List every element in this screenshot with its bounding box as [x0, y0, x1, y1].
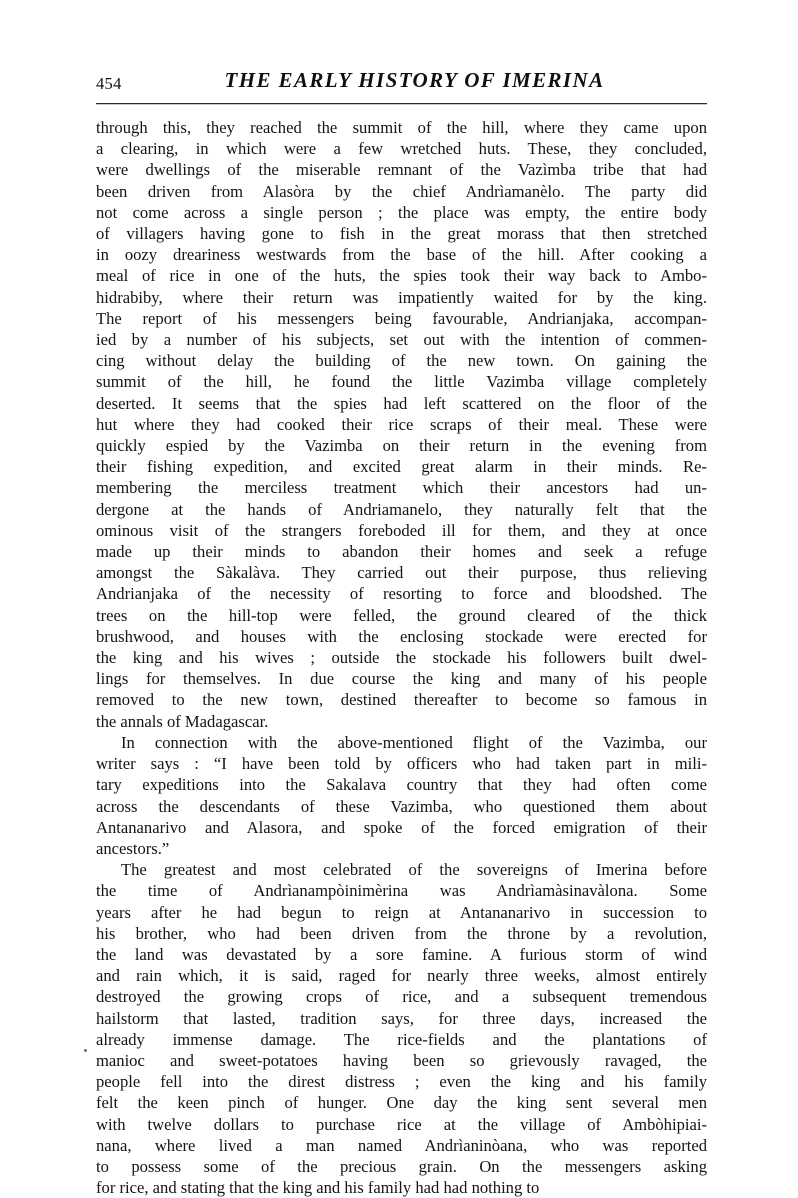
- text-line: made up their minds to abandon their homes and seek a refuge: [96, 542, 707, 562]
- running-title: THE EARLY HISTORY OF IMERINA: [224, 68, 605, 92]
- text-line: brushwood, and houses with the enclosing stockade were erected for: [96, 626, 707, 646]
- text-line: and rain which, it is said, raged for nearly three weeks, almost entirely: [96, 966, 707, 986]
- text-line: summit of the hill, he found the little Vazimba village completely: [96, 372, 707, 392]
- text-line: writer says : “I have been told by officers who had taken part in mili-: [96, 754, 707, 774]
- text-line: people fell into the direst distress ; even the king and his family: [96, 1072, 707, 1092]
- header-rule: [96, 103, 707, 104]
- text-line: amongst the Sàkalàva. They carried out their purpose, thus relieving: [96, 563, 707, 583]
- text-line: been driven from Alasòra by the chief Andrìamanèlo. The party did: [96, 181, 707, 201]
- text-line: in oozy dreariness westwards from the base of the hill. After cooking a: [96, 245, 707, 265]
- text-line: to possess some of the precious grain. On the messengers asking: [96, 1156, 707, 1176]
- text-line: ied by a number of his subjects, set out with the intention of commen-: [96, 330, 707, 350]
- text-line: deserted. It seems that the spies had left scattered on the floor of the: [96, 393, 707, 413]
- text-line: were dwellings of the miserable remnant of the Vazìmba tribe that had: [96, 160, 707, 180]
- text-line: manioc and sweet-potatoes having been so grievously ravaged, the: [96, 1050, 707, 1070]
- text-line: quickly espied by the Vazimba on their return in the evening from: [96, 436, 707, 456]
- text-line: already immense damage. The rice-fields and the plantations of: [96, 1029, 707, 1049]
- text-line: lings for themselves. In due course the king and many of his people: [96, 669, 707, 689]
- text-line: dergone at the hands of Andriamanelo, they naturally felt that the: [96, 499, 707, 519]
- paragraph: [96, 859, 707, 1198]
- text-line: destroyed the growing crops of rice, and a subsequent tremendous: [96, 987, 707, 1007]
- text-line: through this, they reached the summit of the hill, where they came upon: [96, 118, 707, 137]
- text-line: across the descendants of these Vazimba, who questioned them about: [96, 796, 707, 816]
- text-line: membering the merciless treatment which their ancestors had un-: [96, 478, 707, 498]
- text-line: hailstorm that lasted, tradition says, for three days, increased the: [96, 1008, 707, 1028]
- page-number: 454: [96, 74, 122, 93]
- text-line: a clearing, in which were a few wretched huts. These, they concluded,: [96, 139, 707, 159]
- text-line: nana, where lived a man named Andrìaninòana, who was reported: [96, 1135, 707, 1155]
- text-line: cing without delay the building of the new town. On gaining the: [96, 351, 707, 371]
- text-line: trees on the hill-top were felled, the ground cleared of the thick: [96, 605, 707, 625]
- text-line: for rice, and stating that the king and his family had had nothing to: [96, 1178, 540, 1198]
- text-line: years after he had begun to reign at Antananarivo in succession to: [96, 902, 707, 922]
- text-line: hidrabiby, where their return was impatiently waited for by the king.: [96, 287, 707, 307]
- text-line: The greatest and most celebrated of the sovereigns of Imerina before: [121, 860, 707, 880]
- text-line: of villagers having gone to fish in the great morass that then stretched: [96, 224, 707, 244]
- text-line: the king and his wives ; outside the stockade his followers built dwel-: [96, 648, 707, 668]
- text-line: tary expeditions into the Sakalava country that they had often come: [96, 775, 707, 795]
- text-line: hut where they had cooked their rice scraps of their meal. These were: [96, 414, 707, 434]
- text-line: felt the keen pinch of hunger. One day the king sent several men: [96, 1093, 707, 1113]
- text-line: the land was devastated by a sore famine. A furious storm of wind: [96, 944, 707, 964]
- text-line: The report of his messengers being favourable, Andrianjaka, accompan-: [96, 308, 707, 328]
- text-line: meal of rice in one of the huts, the spies took their way back to Ambo-: [96, 266, 707, 286]
- text-line: Andrianjaka of the necessity of resorting to force and bloodshed. The: [96, 584, 707, 604]
- text-line: the time of Andrìanampòinimèrina was Andrìamàsinavàlona. Some: [96, 881, 707, 901]
- text-line: their fishing expedition, and excited great alarm in their minds. Re-: [96, 457, 707, 477]
- text-line: In connection with the above-mentioned flight of the Vazimba, our: [121, 732, 707, 752]
- text-line: Antananarivo and Alasora, and spoke of the forced emigration of their: [96, 817, 707, 837]
- text-line: the annals of Madagascar.: [96, 711, 269, 731]
- text-line: not come across a single person ; the place was empty, the entire body: [96, 202, 707, 222]
- text-line: ominous visit of the strangers foreboded ill for them, and they at once: [96, 520, 707, 540]
- paragraph: [96, 117, 707, 732]
- paragraph: [96, 732, 707, 859]
- text-line: his brother, who had been driven from the throne by a revolution,: [96, 923, 707, 943]
- text-line: removed to the new town, destined thereafter to become so famous in: [96, 690, 707, 710]
- text-line: with twelve dollars to purchase rice at the village of Ambòhipiai-: [96, 1114, 707, 1134]
- running-head: [96, 68, 707, 98]
- body-text: [96, 117, 707, 1198]
- scan-artifact-speck: [84, 1049, 87, 1052]
- text-line: ancestors.”: [96, 838, 170, 858]
